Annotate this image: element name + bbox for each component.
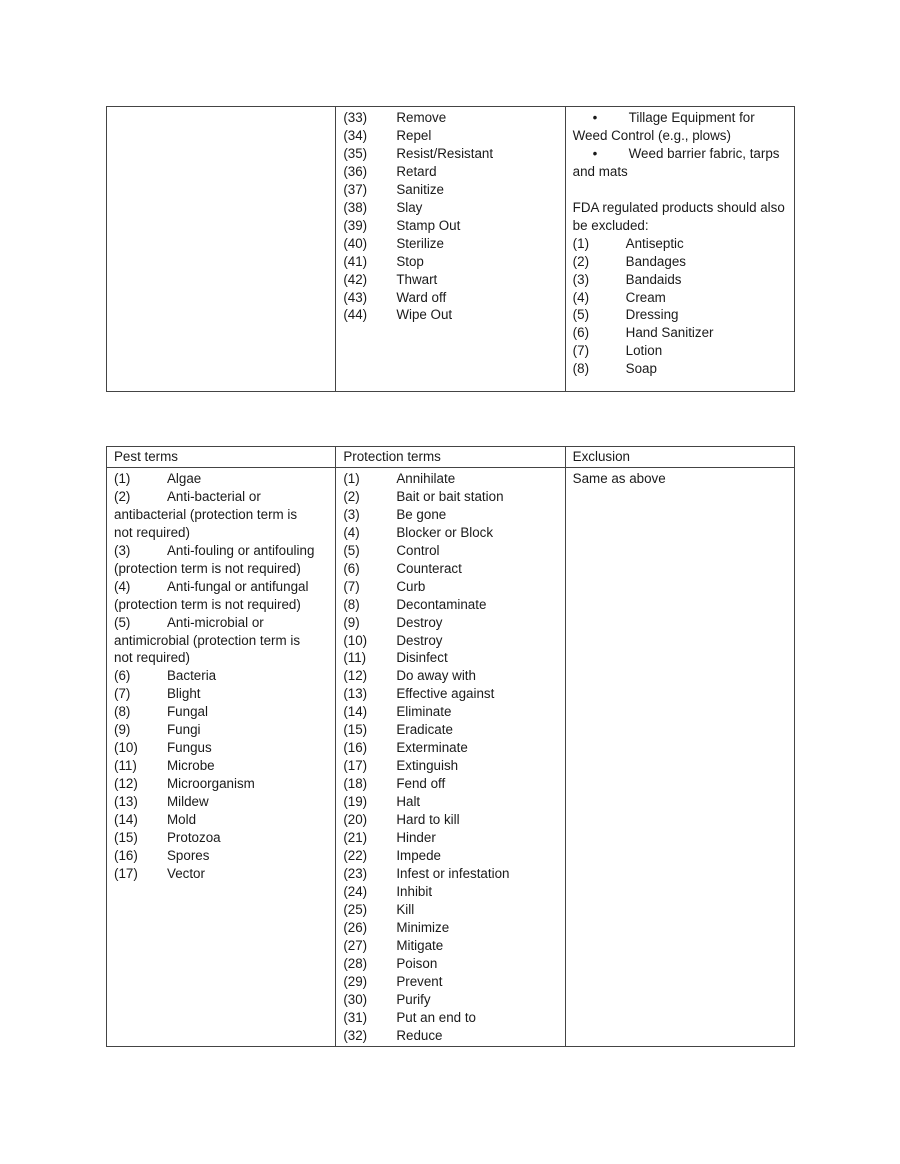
item-text: Blocker or Block — [396, 524, 494, 540]
list-item — [343, 1009, 557, 1027]
list-item — [343, 181, 557, 199]
item-text: Kill — [396, 901, 415, 917]
item-text: Fend off — [396, 776, 446, 792]
item-text: Decontaminate — [396, 596, 487, 612]
item-text: not required) — [114, 650, 190, 666]
item-text: Mildew — [167, 794, 209, 810]
bullet-text: Tillage Equipment for — [628, 110, 755, 125]
item-text: Stop — [396, 253, 424, 269]
list-item — [343, 199, 557, 217]
item-number: (5) — [572, 307, 590, 323]
list-item — [343, 865, 557, 883]
item-number: (3) — [572, 271, 590, 287]
item-number: (12) — [114, 776, 138, 792]
item-text: Microbe — [167, 758, 215, 774]
item-text: Purify — [396, 991, 431, 1007]
item-text: Resist/Resistant — [396, 145, 494, 161]
item-number: (29) — [343, 973, 368, 989]
protection-terms-cell — [336, 467, 565, 1047]
item-text: Destroy — [396, 632, 443, 648]
item-number: (15) — [114, 830, 138, 846]
item-number: (38) — [343, 199, 368, 215]
table-row — [107, 467, 795, 1047]
item-text: Lotion — [625, 343, 663, 359]
header-exclusion: Exclusion — [565, 447, 794, 468]
fda-products-list — [573, 235, 787, 379]
item-number: (5) — [343, 542, 360, 558]
item-text: Poison — [396, 955, 438, 971]
item-number: (16) — [343, 740, 368, 756]
item-number: (9) — [114, 722, 131, 738]
item-text: Sanitize — [396, 181, 444, 197]
item-number: (19) — [343, 794, 368, 810]
item-text: Exterminate — [396, 740, 468, 756]
list-item — [343, 524, 557, 542]
bullet-item — [573, 109, 787, 127]
list-item — [343, 829, 557, 847]
list-item — [343, 217, 557, 235]
item-number: (31) — [343, 1009, 368, 1025]
item-number: (2) — [572, 253, 590, 269]
item-number: (3) — [343, 506, 360, 522]
item-text: antibacterial (protection term is — [114, 506, 298, 522]
item-text: Fungi — [167, 722, 201, 738]
item-number: (37) — [343, 181, 368, 197]
item-number: (20) — [343, 812, 368, 828]
list-item — [343, 127, 557, 145]
item-number: (14) — [343, 704, 368, 720]
list-item — [114, 685, 328, 703]
item-text: Prevent — [396, 973, 443, 989]
list-item — [343, 542, 557, 560]
item-number: (17) — [114, 865, 138, 881]
item-text: Microorganism — [167, 776, 255, 792]
list-item — [343, 739, 557, 757]
item-number: (2) — [343, 488, 360, 504]
item-text: Impede — [396, 847, 441, 863]
item-text: Blight — [167, 686, 201, 702]
protection-terms-list — [343, 109, 557, 324]
item-number: (1) — [343, 470, 360, 486]
exclusion-cell — [565, 467, 794, 1047]
item-number: (14) — [114, 812, 138, 828]
list-item — [573, 289, 787, 307]
header-pest-terms: Pest terms — [107, 447, 336, 468]
item-text: Anti-fungal or antifungal — [167, 578, 309, 594]
item-number: (24) — [343, 883, 368, 899]
list-item — [343, 793, 557, 811]
item-number: (43) — [343, 289, 368, 305]
item-text: Control — [396, 542, 440, 558]
item-text: Antiseptic — [625, 235, 684, 251]
pest-terms-cell-empty — [107, 107, 336, 392]
exclusion-cell — [565, 107, 794, 392]
item-number: (8) — [114, 704, 131, 720]
bullet-text-continued: and mats — [572, 163, 628, 179]
list-item — [573, 235, 787, 253]
item-number: (39) — [343, 217, 368, 233]
item-text: Repel — [396, 127, 432, 143]
item-text: Effective against — [396, 686, 495, 702]
list-item — [343, 488, 557, 506]
list-item — [343, 703, 557, 721]
item-number: (2) — [114, 488, 131, 504]
header-protection-terms: Protection terms — [336, 447, 565, 468]
list-item — [343, 560, 557, 578]
item-text: (protection term is not required) — [114, 596, 301, 612]
item-number: (4) — [114, 578, 131, 594]
item-number: (34) — [343, 127, 368, 143]
list-item — [114, 703, 328, 721]
list-item — [343, 721, 557, 739]
item-text: Vector — [167, 865, 205, 881]
bullet-text: Weed barrier fabric, tarps — [628, 145, 780, 161]
item-number: (42) — [343, 271, 368, 287]
list-item — [343, 811, 557, 829]
item-number: (17) — [343, 758, 368, 774]
bullet-icon: • — [592, 110, 598, 125]
list-item — [343, 991, 557, 1009]
list-item — [343, 973, 557, 991]
item-number: (10) — [114, 740, 138, 756]
item-text: Cream — [625, 289, 666, 305]
table-row — [107, 107, 795, 392]
list-item — [343, 253, 557, 271]
item-text: Minimize — [396, 919, 450, 935]
item-number: (9) — [343, 614, 360, 630]
item-number: (40) — [343, 235, 368, 251]
item-text: Anti-fouling or antifouling — [167, 542, 315, 558]
item-text: Remove — [396, 110, 447, 125]
item-text: Protozoa — [167, 830, 221, 846]
list-item — [114, 524, 328, 542]
list-item — [114, 667, 328, 685]
item-number: (33) — [343, 110, 368, 125]
list-item — [343, 955, 557, 973]
item-number: (32) — [343, 1027, 368, 1043]
list-item — [343, 145, 557, 163]
list-item — [573, 271, 787, 289]
item-text: Soap — [625, 361, 657, 377]
item-number: (7) — [114, 686, 131, 702]
list-item — [343, 1027, 557, 1045]
item-text: (protection term is not required) — [114, 560, 301, 576]
item-text: Destroy — [396, 614, 443, 630]
fda-note-continued: be excluded: — [572, 217, 649, 233]
list-item — [114, 649, 328, 667]
item-number: (5) — [114, 614, 131, 630]
item-text: Retard — [396, 163, 437, 179]
item-text: Hinder — [396, 830, 436, 846]
list-item — [114, 775, 328, 793]
list-item — [343, 614, 557, 632]
item-number: (6) — [343, 560, 360, 576]
list-item — [114, 739, 328, 757]
list-item — [343, 757, 557, 775]
list-item — [343, 937, 557, 955]
item-text: Put an end to — [396, 1009, 476, 1025]
list-item — [343, 847, 557, 865]
list-item — [343, 901, 557, 919]
item-text: Eradicate — [396, 722, 453, 738]
item-number: (18) — [343, 776, 368, 792]
item-number: (10) — [343, 632, 368, 648]
list-item — [114, 632, 328, 650]
item-text: Mold — [167, 812, 197, 828]
item-number: (41) — [343, 253, 368, 269]
item-number: (13) — [114, 794, 138, 810]
header-row — [107, 447, 795, 468]
bullet-text-continued: Weed Control (e.g., plows) — [572, 127, 731, 143]
list-item — [343, 163, 557, 181]
list-item — [573, 306, 787, 324]
item-text: Wipe Out — [396, 307, 453, 323]
item-text: Eliminate — [396, 704, 452, 720]
list-item — [343, 578, 557, 596]
item-number: (8) — [572, 361, 590, 377]
list-item — [343, 109, 557, 127]
item-number: (22) — [343, 847, 368, 863]
item-number: (11) — [114, 758, 137, 774]
item-number: (26) — [343, 919, 368, 935]
item-text: Mitigate — [396, 937, 444, 953]
list-item — [114, 542, 328, 560]
list-item — [573, 253, 787, 271]
list-item — [343, 883, 557, 901]
item-number: (4) — [343, 524, 360, 540]
item-text: Thwart — [396, 271, 438, 287]
list-item — [114, 793, 328, 811]
item-text: Extinguish — [396, 758, 459, 774]
item-number: (16) — [114, 847, 138, 863]
item-text: Hard to kill — [396, 812, 460, 828]
item-text: Annihilate — [396, 470, 456, 486]
item-text: Fungal — [167, 704, 208, 720]
continuation-table — [106, 106, 795, 392]
exclusion-text: Same as above — [572, 470, 666, 486]
item-number: (4) — [572, 289, 590, 305]
item-number: (7) — [572, 343, 590, 359]
list-item — [343, 649, 557, 667]
list-item — [343, 685, 557, 703]
item-number: (21) — [343, 830, 368, 846]
list-item — [114, 865, 328, 883]
item-text: Inhibit — [396, 883, 433, 899]
terms-table — [106, 446, 795, 1047]
item-text: Halt — [396, 794, 421, 810]
item-text: Be gone — [396, 506, 447, 522]
list-item — [343, 506, 557, 524]
list-item — [573, 360, 787, 378]
item-number: (8) — [343, 596, 360, 612]
item-number: (36) — [343, 163, 368, 179]
item-text: antimicrobial (protection term is — [114, 632, 301, 648]
item-text: Bandaids — [625, 271, 682, 287]
item-number: (3) — [114, 542, 131, 558]
item-number: (1) — [114, 470, 131, 486]
protection-terms-cell — [336, 107, 565, 392]
list-item — [573, 342, 787, 360]
item-text: Spores — [167, 847, 210, 863]
bullet-icon: • — [592, 145, 598, 161]
item-text: Do away with — [396, 668, 476, 684]
item-number: (11) — [343, 650, 367, 666]
list-item — [114, 488, 328, 506]
item-number: (12) — [343, 668, 368, 684]
list-item — [114, 470, 328, 488]
list-item — [343, 289, 557, 307]
list-item — [573, 324, 787, 342]
item-text: not required) — [114, 524, 190, 540]
list-item — [343, 919, 557, 937]
item-text: Anti-bacterial or — [167, 488, 261, 504]
item-text: Reduce — [396, 1027, 443, 1043]
item-text: Anti-microbial or — [167, 614, 264, 630]
item-text: Bait or bait station — [396, 488, 504, 504]
item-text: Bacteria — [167, 668, 217, 684]
item-number: (27) — [343, 937, 368, 953]
item-number: (13) — [343, 686, 368, 702]
pest-terms-list — [114, 470, 328, 883]
list-item — [114, 757, 328, 775]
item-number: (1) — [572, 235, 590, 251]
item-text: Infest or infestation — [396, 865, 510, 881]
list-item — [343, 596, 557, 614]
list-item — [114, 560, 328, 578]
pest-terms-cell — [107, 467, 336, 1047]
item-number: (30) — [343, 991, 368, 1007]
item-text: Sterilize — [396, 235, 444, 251]
list-item — [343, 632, 557, 650]
list-item — [114, 506, 328, 524]
list-item — [114, 721, 328, 739]
list-item — [343, 235, 557, 253]
list-item — [114, 578, 328, 596]
list-item — [343, 271, 557, 289]
list-item — [343, 470, 557, 488]
list-item — [343, 306, 557, 324]
item-text: Disinfect — [396, 650, 448, 666]
list-item — [114, 811, 328, 829]
item-number: (7) — [343, 578, 360, 594]
item-text: Bandages — [625, 253, 686, 269]
list-item — [114, 829, 328, 847]
item-number: (6) — [114, 668, 131, 684]
item-text: Ward off — [396, 289, 447, 305]
item-text: Slay — [396, 199, 423, 215]
list-item — [343, 667, 557, 685]
item-number: (6) — [572, 325, 590, 341]
item-number: (35) — [343, 145, 368, 161]
item-text: Counteract — [396, 560, 462, 576]
bullet-item — [573, 145, 787, 163]
list-item — [114, 847, 328, 865]
list-item — [114, 596, 328, 614]
item-number: (28) — [343, 955, 368, 971]
item-text: Dressing — [625, 307, 679, 323]
item-number: (44) — [343, 307, 368, 323]
list-item — [114, 614, 328, 632]
list-item — [343, 775, 557, 793]
item-text: Fungus — [167, 740, 212, 756]
item-text: Hand Sanitizer — [625, 325, 714, 341]
item-text: Algae — [167, 470, 202, 486]
item-number: (25) — [343, 901, 368, 917]
item-text: Stamp Out — [396, 217, 461, 233]
item-number: (15) — [343, 722, 368, 738]
protection-terms-list — [343, 470, 557, 1045]
item-number: (23) — [343, 865, 368, 881]
fda-note: FDA regulated products should also — [572, 199, 785, 215]
item-text: Curb — [396, 578, 426, 594]
